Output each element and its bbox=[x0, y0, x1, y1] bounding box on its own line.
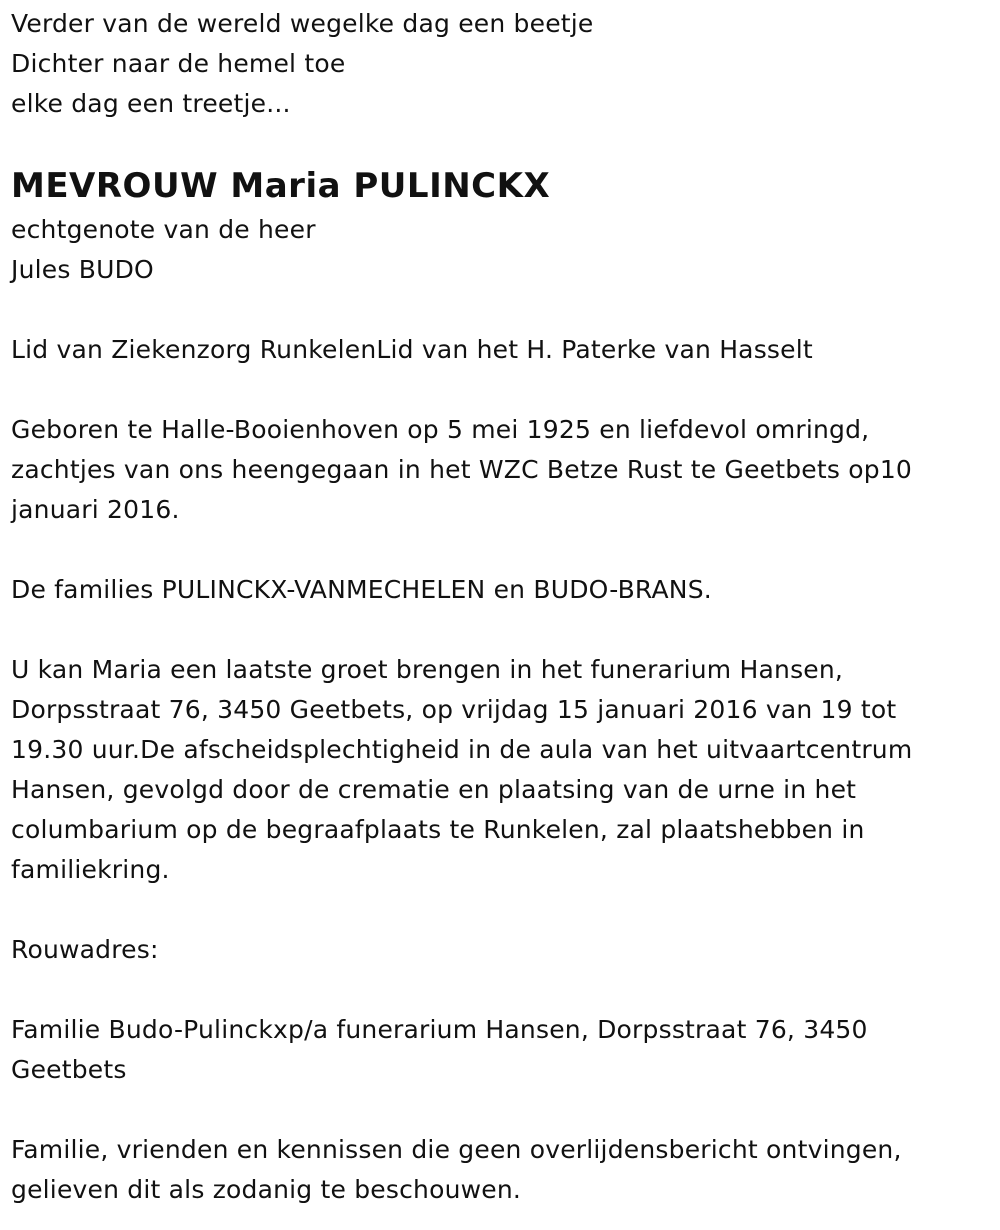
farewell-line: U kan Maria een laatste groet brengen in het funerarium Hansen, bbox=[11, 655, 844, 684]
closing-block bbox=[11, 1130, 986, 1210]
address-line: Familie Budo-Pulinckxp/a funerarium Hansen, Dorpsstraat 76, 3450 bbox=[11, 1015, 868, 1044]
birth-death-line: januari 2016. bbox=[11, 495, 180, 524]
address-block bbox=[11, 1010, 986, 1090]
farewell-line: Hansen, gevolgd door de crematie en plaatsing van de urne in het bbox=[11, 775, 857, 804]
address-label: Rouwadres: bbox=[11, 935, 159, 964]
poem-block bbox=[11, 4, 986, 124]
birth-death-line: Geboren te Halle-Booienhoven op 5 mei 1925 en liefdevol omringd, bbox=[11, 415, 870, 444]
spouse-block bbox=[11, 210, 986, 290]
closing-line: Familie, vrienden en kennissen die geen overlijdensbericht ontvingen, bbox=[11, 1135, 902, 1164]
poem-line: Dichter naar de hemel toe bbox=[11, 49, 346, 78]
membership-text: Lid van Ziekenzorg RunkelenLid van het H. Paterke van Hasselt bbox=[11, 335, 813, 364]
farewell-line: columbarium op de begraafplaats te Runkelen, zal plaatshebben in bbox=[11, 815, 865, 844]
obituary-document bbox=[11, 0, 986, 1210]
families-text: De families PULINCKX-VANMECHELEN en BUDO-BRANS. bbox=[11, 575, 712, 604]
spouse-line: Jules BUDO bbox=[11, 255, 154, 284]
farewell-line: Dorpsstraat 76, 3450 Geetbets, op vrijdag 15 januari 2016 van 19 tot bbox=[11, 695, 897, 724]
farewell-line: familiekring. bbox=[11, 855, 170, 884]
address-line: Geetbets bbox=[11, 1055, 127, 1084]
closing-line: gelieven dit als zodanig te beschouwen. bbox=[11, 1175, 522, 1204]
farewell-line: 19.30 uur.De afscheidsplechtigheid in de aula van het uitvaartcentrum bbox=[11, 735, 913, 764]
deceased-name: MEVROUW Maria PULINCKX bbox=[11, 166, 551, 206]
birth-death-line: zachtjes van ons heengegaan in het WZC Betze Rust te Geetbets op10 bbox=[11, 455, 913, 484]
birth-death-block bbox=[11, 410, 986, 530]
spouse-line: echtgenote van de heer bbox=[11, 215, 316, 244]
farewell-block bbox=[11, 650, 986, 890]
poem-line: elke dag een treetje... bbox=[11, 89, 291, 118]
poem-line: Verder van de wereld wegelke dag een beetje bbox=[11, 9, 594, 38]
